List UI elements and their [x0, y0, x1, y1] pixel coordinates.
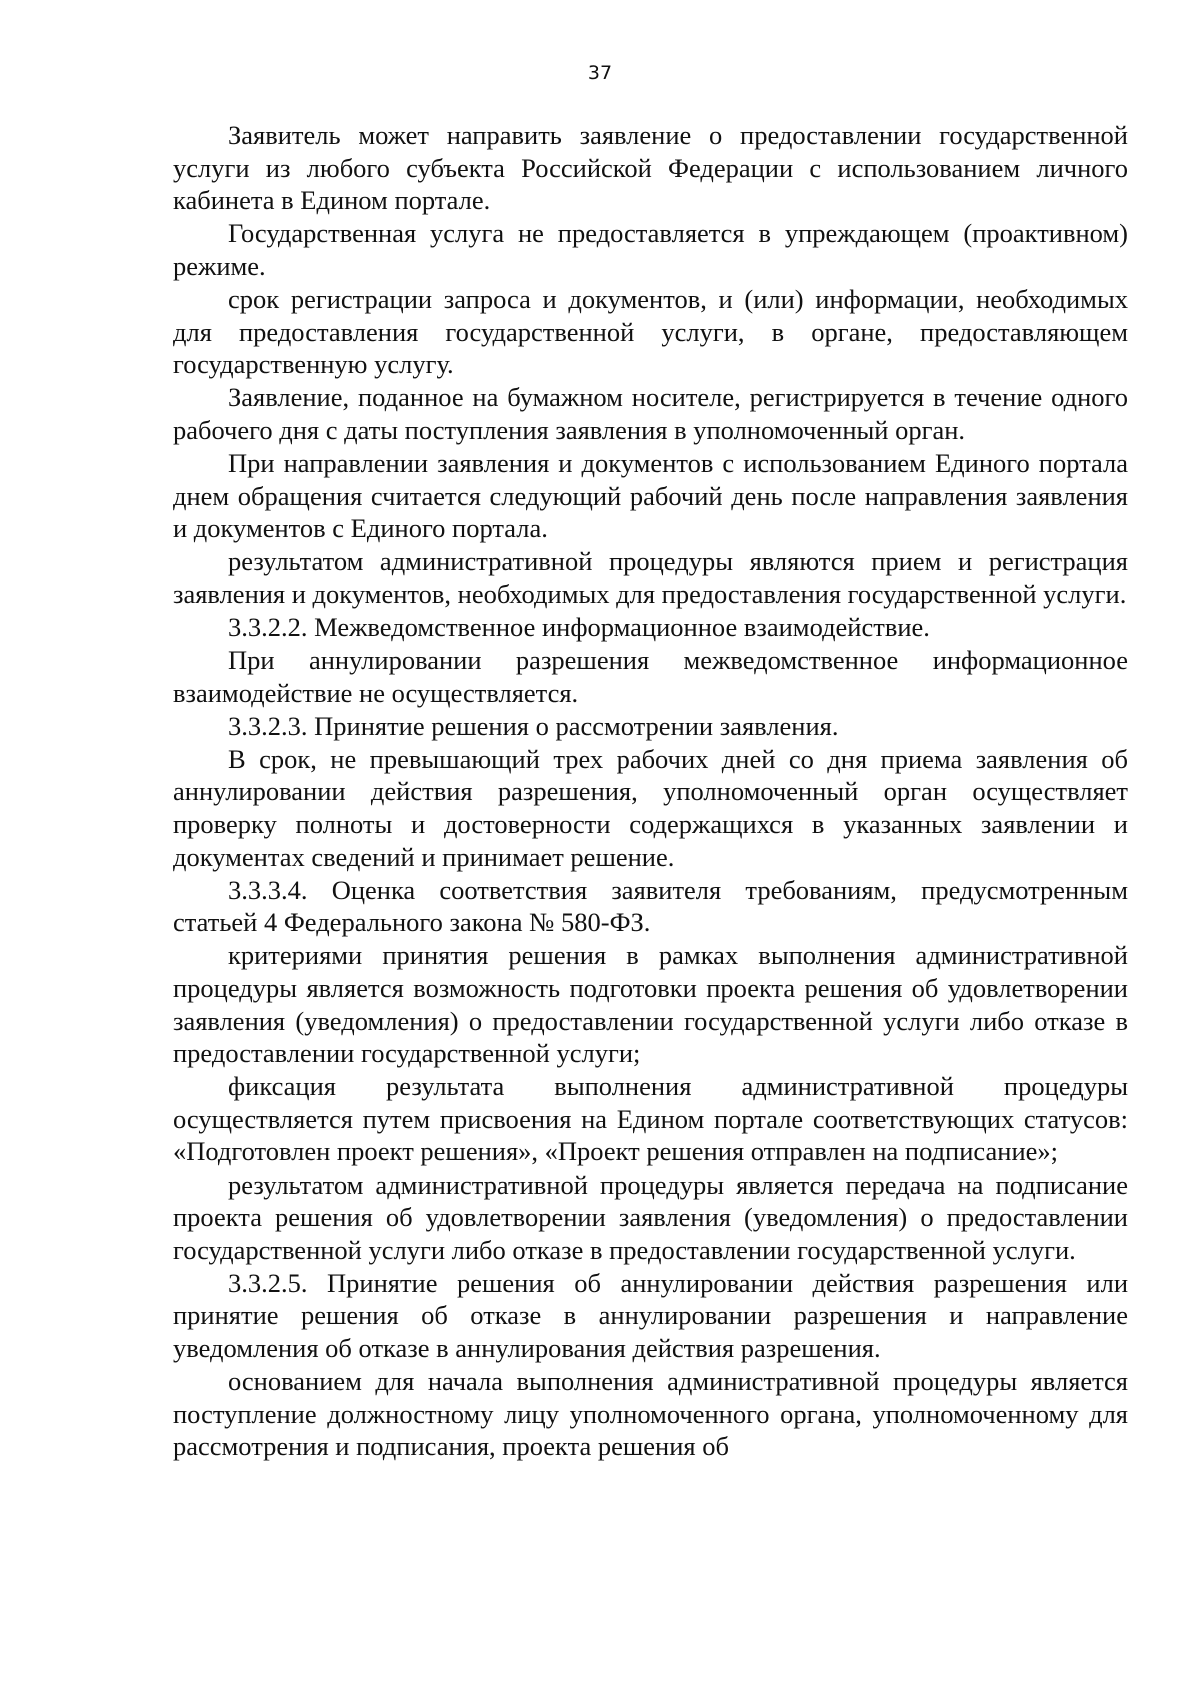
paragraph: Государственная услуга не предоставляется в упреждающем (проактивном) режиме.	[173, 218, 1128, 281]
section-heading: 3.3.2.3. Принятие решения о рассмотрении заявления.	[228, 710, 839, 741]
section-heading: 3.3.2.2. Межведомственное информационное взаимодействие.	[228, 611, 930, 642]
document-body	[173, 119, 1128, 1463]
paragraph: критериями принятия решения в рамках выполнения административной процедуры является возможность подготовки проекта решения об удовлетворении заявления (уведомления) о предоставлении государственной услуги либо отказе в предоставлении государственной услуги;	[173, 940, 1128, 1069]
section-heading: 3.3.2.5. Принятие решения об аннулировании действия разрешения или принятие решения об отказе в аннулировании разрешения и направление уведомления об отказе в аннулирования действия разрешения.	[173, 1267, 1128, 1363]
paragraph: результатом административной процедуры являются прием и регистрация заявления и документов, необходимых для предоставления государственной услуги.	[173, 546, 1128, 609]
paragraph: основанием для начала выполнения административной процедуры является поступление должностному лицу уполномоченного органа, уполномоченному для рассмотрения и подписания, проекта решения об	[173, 1366, 1128, 1462]
section-heading: 3.3.3.4. Оценка соответствия заявителя требованиям, предусмотренным статьей 4 Федерального закона № 580-ФЗ.	[173, 874, 1128, 938]
paragraph: При аннулировании разрешения межведомственное информационное взаимодействие не осуществляется.	[173, 645, 1128, 708]
paragraph: результатом административной процедуры является передача на подписание проекта решения об удовлетворении заявления (уведомления) о предоставлении государственной услуги либо отказе в предоставлении государственной услуги.	[173, 1169, 1128, 1265]
paragraph: Заявитель может направить заявление о предоставлении государственной услуги из любого субъекта Российской Федерации с использованием личного кабинета в Едином портале.	[173, 120, 1128, 216]
paragraph: Заявление, поданное на бумажном носителе, регистрируется в течение одного рабочего дня с даты поступления заявления в уполномоченный орган.	[173, 382, 1128, 445]
paragraph: В срок, не превышающий трех рабочих дней со дня приема заявления об аннулировании действия разрешения, уполномоченный орган осуществляет проверку полноты и достоверности содержащихся в указанных заявлении и документах сведений и принимает решение.	[173, 743, 1128, 872]
paragraph: срок регистрации запроса и документов, и (или) информации, необходимых для предоставления государственной услуги, в органе, предоставляющем государственную услугу.	[173, 283, 1128, 380]
paragraph: фиксация результата выполнения административной процедуры осуществляется путем присвоения на Едином портале соответствующих статусов: «Подготовлен проект решения», «Проект решения отправлен на подписание»;	[173, 1071, 1128, 1167]
page-number: 37	[587, 62, 613, 84]
paragraph: При направлении заявления и документов с использованием Единого портала днем обращения считается следующий рабочий день после направления заявления и документов с Единого портала.	[173, 447, 1128, 544]
